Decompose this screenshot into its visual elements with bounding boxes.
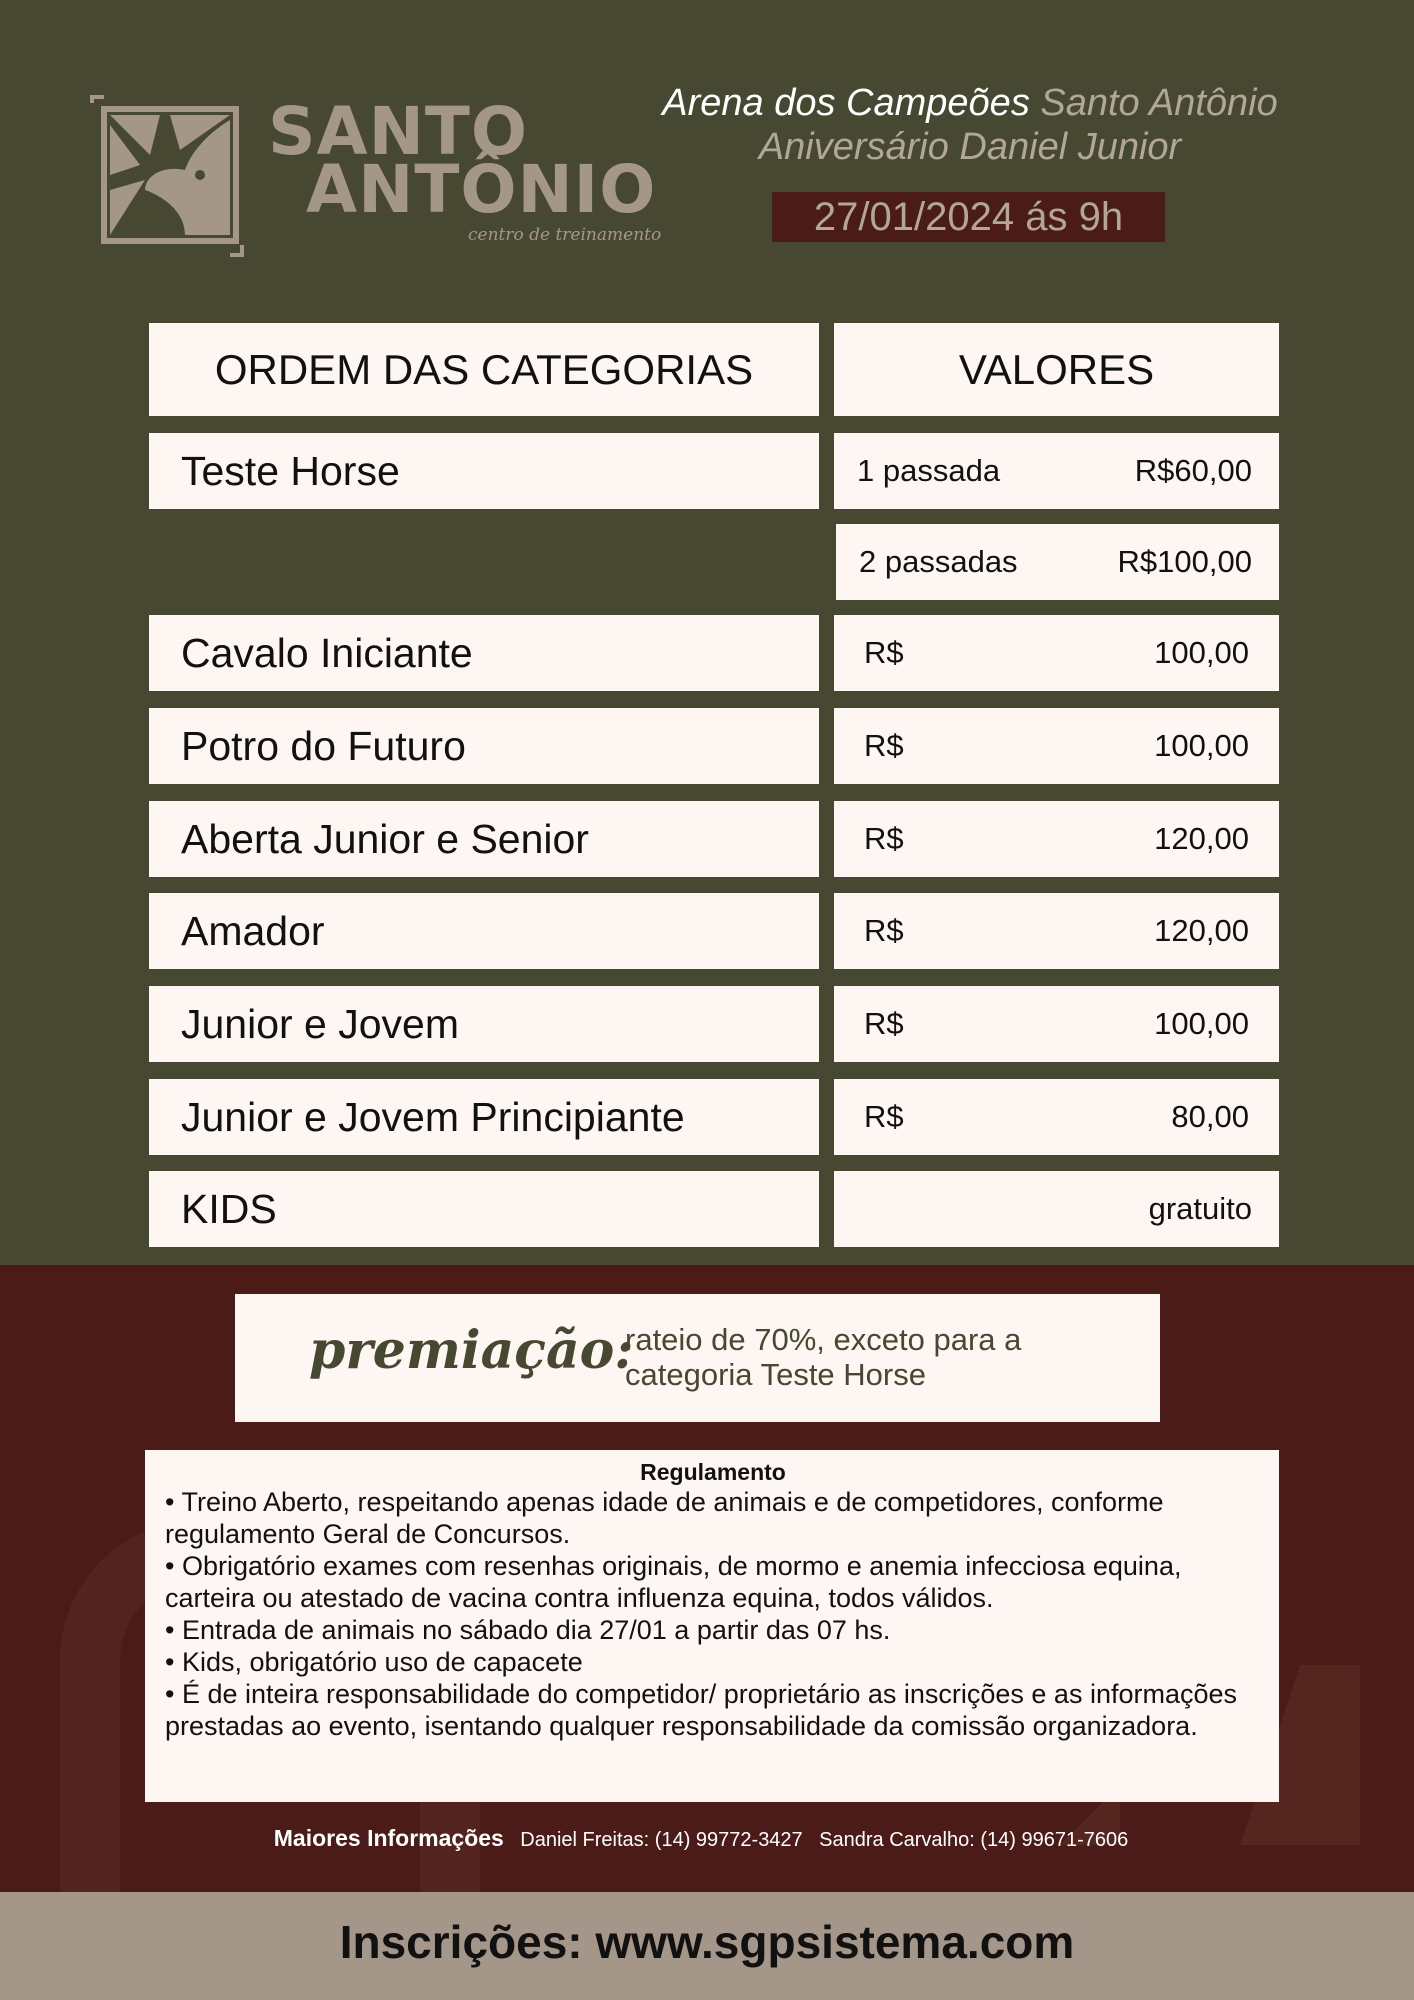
category-row: Amador (149, 893, 819, 969)
amount: 80,00 (1171, 1099, 1249, 1134)
logo (90, 93, 662, 260)
event-date: 27/01/2024 ás 9h (772, 192, 1165, 242)
amount: 100,00 (1154, 1006, 1249, 1041)
value-row (834, 801, 1279, 877)
event-subtitle: Aniversário Daniel Junior (758, 126, 1182, 168)
category-row: Cavalo Iniciante (149, 615, 819, 691)
header-categories: ORDEM DAS CATEGORIAS (149, 323, 819, 416)
category-row: Potro do Futuro (149, 708, 819, 784)
regulamento-item: • Entrada de animais no sábado dia 27/01 a partir das 07 hs. (165, 1615, 891, 1645)
contact-daniel: Daniel Freitas: (14) 99772-3427 (520, 1829, 803, 1851)
logo-line2: ANTÔNIO (306, 151, 657, 228)
category-row: Junior e Jovem (149, 986, 819, 1062)
regulamento-item: • Obrigatório exames com resenhas originais, de mormo e anemia infecciosa equina, carteira ou atestado de vacina contra influenza equina, todos válidos. (165, 1551, 1182, 1613)
currency: R$ (864, 635, 904, 670)
info-label: Maiores Informações (273, 1825, 504, 1851)
option-value: R$60,00 (1134, 453, 1252, 488)
header-values: VALORES (834, 323, 1279, 416)
premiacao-box (235, 1294, 1160, 1422)
category-row: Junior e Jovem Principiante (149, 1079, 819, 1155)
currency: R$ (864, 728, 904, 763)
currency: R$ (864, 1099, 904, 1134)
regulamento-box (145, 1450, 1279, 1802)
category-row: KIDS (149, 1171, 819, 1247)
currency: R$ (864, 1006, 904, 1041)
option-label: 1 passada (857, 453, 1001, 488)
value-row (834, 986, 1279, 1062)
category-row: Aberta Junior e Senior (149, 801, 819, 877)
amount: 100,00 (1154, 728, 1249, 763)
logo-subtitle: centro de treinamento (468, 225, 662, 245)
regulamento-title: Regulamento (640, 1459, 786, 1485)
value-row (834, 708, 1279, 784)
premiacao-label: premiação: (309, 1320, 634, 1381)
amount: 120,00 (1154, 913, 1249, 948)
option-label: 2 passadas (859, 544, 1018, 579)
contact-sandra: Sandra Carvalho: (14) 99671-7606 (819, 1829, 1129, 1851)
event-title-main: Arena dos Campeões (662, 82, 1030, 124)
value-row (834, 1171, 1279, 1247)
event-title (620, 82, 1320, 125)
regulamento-item: • Kids, obrigatório uso de capacete (165, 1647, 583, 1677)
regulamento-item: • Treino Aberto, respeitando apenas idade de animais e de competidores, conforme regulamento Geral de Concursos. (165, 1487, 1164, 1549)
event-title-accent: Santo Antônio (1040, 82, 1278, 124)
category-teste-horse: Teste Horse (149, 433, 819, 509)
regulamento-item: • É de inteira responsabilidade do competidor/ proprietário as inscrições e as informações prestadas ao evento, isentando qualquer responsabilidade da comissão organizadora. (165, 1679, 1238, 1741)
value-teste-horse-1 (834, 433, 1279, 509)
amount: 120,00 (1154, 821, 1249, 856)
value-row (834, 893, 1279, 969)
currency: R$ (864, 913, 904, 948)
premiacao-text: rateio de 70%, exceto para a categoria Teste Horse (625, 1322, 1022, 1392)
currency: R$ (864, 821, 904, 856)
option-value: R$100,00 (1117, 544, 1252, 579)
footer-banner (0, 1892, 1414, 2000)
amount: 100,00 (1154, 635, 1249, 670)
registration-url: Inscrições: www.sgpsistema.com (339, 1916, 1075, 1968)
logo-line1: SANTO (268, 93, 528, 170)
amount: gratuito (1148, 1191, 1252, 1226)
value-teste-horse-2 (836, 524, 1279, 600)
horse-head-icon (90, 95, 255, 260)
value-row (834, 1079, 1279, 1155)
contact-info (0, 1825, 1414, 1852)
value-row (834, 615, 1279, 691)
